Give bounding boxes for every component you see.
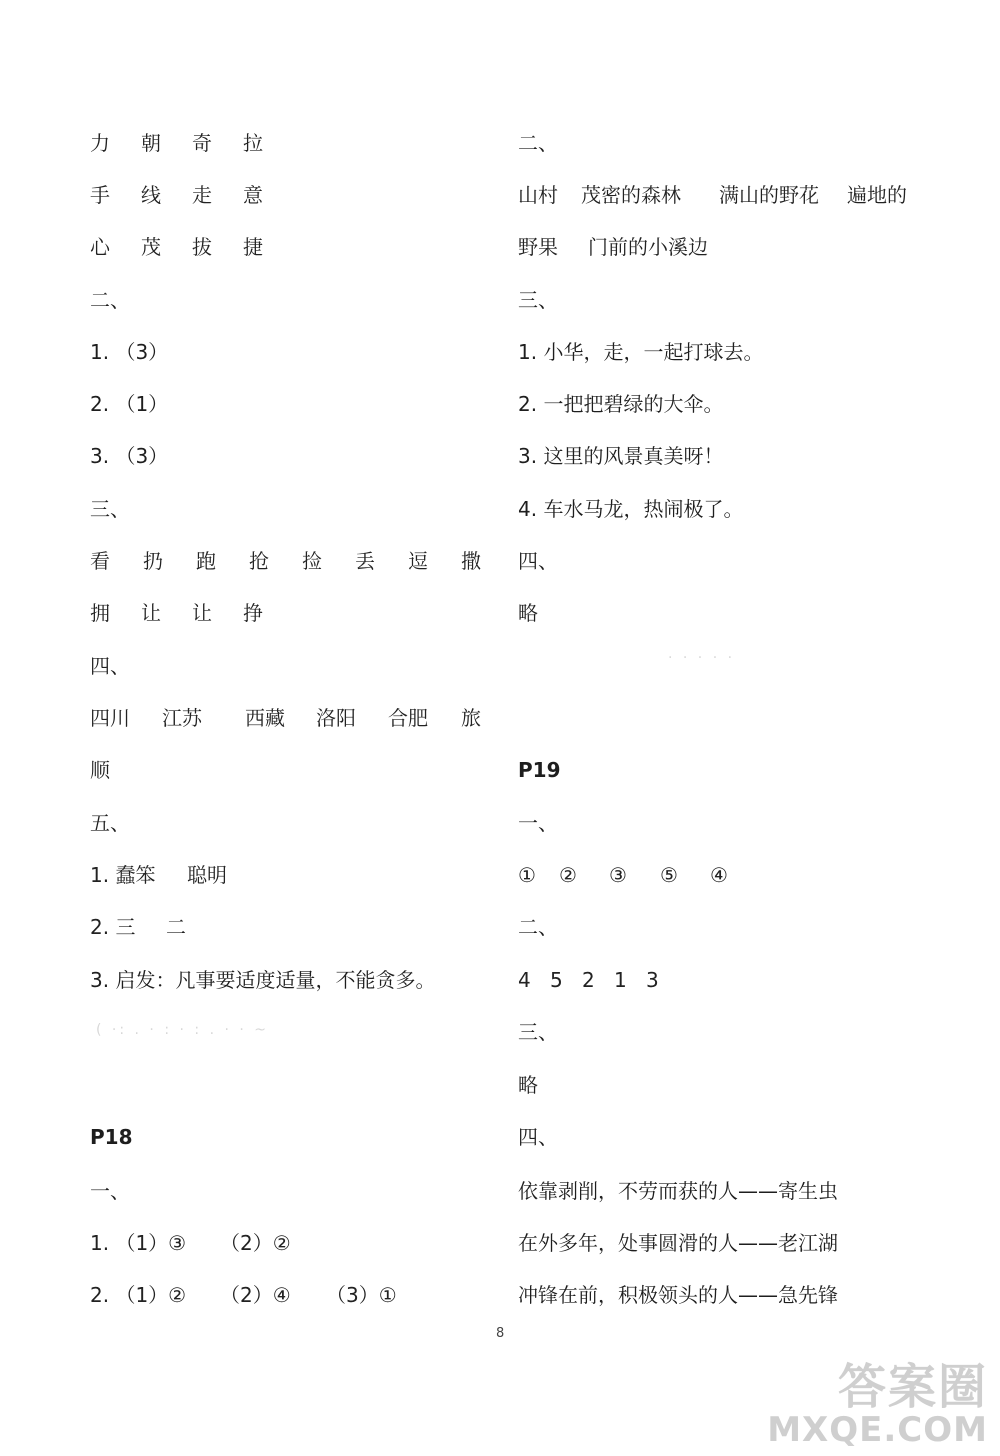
page-ref-heading: P18 xyxy=(90,1125,133,1149)
char: 逗 xyxy=(408,549,428,573)
section-heading: 二、 xyxy=(90,288,130,312)
section-heading: 三、 xyxy=(518,1020,558,1044)
answer-item: 冲锋在前，积极领头的人——急先锋 xyxy=(518,1283,838,1307)
answer-item: 1. （3） xyxy=(90,340,169,364)
section-heading: 三、 xyxy=(518,288,558,312)
continuation: 顺 xyxy=(90,758,110,782)
char: 扔 xyxy=(143,549,163,573)
char: 让 xyxy=(141,601,161,625)
word: （3）① xyxy=(326,1283,397,1307)
word: 西藏 xyxy=(245,706,285,730)
word: 洛阳 xyxy=(316,706,356,730)
word: 满山的野花 xyxy=(719,183,819,207)
char: 茂 xyxy=(141,235,161,259)
number: 3 xyxy=(646,968,659,992)
answer-item: 3. （3） xyxy=(90,444,169,468)
word: 旅 xyxy=(461,706,481,730)
char: 挣 xyxy=(243,601,263,625)
number: 4 xyxy=(518,968,531,992)
answer-item: 2. 一把把碧绿的大伞。 xyxy=(518,392,724,416)
char: 丢 xyxy=(355,549,375,573)
word: 茂密的森林 xyxy=(581,183,681,207)
number: 5 xyxy=(550,968,563,992)
word: （2）② xyxy=(220,1231,291,1255)
char: 手 xyxy=(90,183,110,207)
number: 2 xyxy=(582,968,595,992)
faint-smudge: ( ·: . · : · : . · · ~ xyxy=(96,1022,269,1038)
char: 捷 xyxy=(243,235,263,259)
section-heading: 二、 xyxy=(518,131,558,155)
section-heading: 四、 xyxy=(518,549,558,573)
page-number: 8 xyxy=(496,1326,505,1341)
faint-dots: · · · · · xyxy=(668,650,736,666)
char: 朝 xyxy=(141,131,161,155)
watermark-line1: 答案圈 xyxy=(837,1359,988,1415)
word: 野果 xyxy=(518,235,558,259)
section-heading: 一、 xyxy=(518,811,558,835)
word: 江苏 xyxy=(162,706,202,730)
section-heading: 四、 xyxy=(518,1125,558,1149)
word: 四川 xyxy=(90,706,130,730)
section-heading: 一、 xyxy=(90,1179,130,1203)
word: 聪明 xyxy=(187,863,227,887)
word: 山村 xyxy=(518,183,558,207)
word: 1. （1）③ xyxy=(90,1231,187,1255)
word: （2）④ xyxy=(220,1283,291,1307)
answer-item: 1. 小华，走，一起打球去。 xyxy=(518,340,764,364)
char: 奇 xyxy=(192,131,212,155)
section-heading: 三、 xyxy=(90,497,130,521)
char: 线 xyxy=(141,183,161,207)
word: 遍地的 xyxy=(847,183,907,207)
answer-text: 略 xyxy=(518,601,538,625)
char: 走 xyxy=(192,183,212,207)
answer-item: 3. 这里的风景真美呀！ xyxy=(518,444,724,468)
circled-number: ③ xyxy=(609,863,627,887)
char: 看 xyxy=(90,549,110,573)
word: 1. 蠢笨 xyxy=(90,863,156,887)
section-heading: 二、 xyxy=(518,915,558,939)
circled-number: ④ xyxy=(710,863,728,887)
circled-number: ⑤ xyxy=(660,863,678,887)
watermark-line2: MXQE.COM xyxy=(767,1410,988,1450)
char: 拥 xyxy=(90,601,110,625)
word: 门前的小溪边 xyxy=(588,235,708,259)
word: 2. 三 xyxy=(90,915,136,939)
number: 1 xyxy=(614,968,627,992)
char: 力 xyxy=(90,131,110,155)
char: 跑 xyxy=(196,549,216,573)
char: 让 xyxy=(192,601,212,625)
watermark-logo xyxy=(767,1359,988,1450)
answer-item: 依靠剥削，不劳而获的人——寄生虫 xyxy=(518,1179,838,1203)
char: 拉 xyxy=(243,131,263,155)
word: 2. （1）② xyxy=(90,1283,187,1307)
answer-item: 3. 启发：凡事要适度适量，不能贪多。 xyxy=(90,968,436,992)
char: 意 xyxy=(243,183,263,207)
word: 二 xyxy=(166,915,186,939)
circled-number: ① xyxy=(518,863,536,887)
char: 拔 xyxy=(192,235,212,259)
answer-item: 4. 车水马龙，热闹极了。 xyxy=(518,497,744,521)
char: 撒 xyxy=(461,549,481,573)
section-heading: 五、 xyxy=(90,811,130,835)
page-ref-heading: P19 xyxy=(518,758,561,782)
char: 捡 xyxy=(302,549,322,573)
word: 合肥 xyxy=(388,706,428,730)
char: 心 xyxy=(90,235,110,259)
char: 抢 xyxy=(249,549,269,573)
section-heading: 四、 xyxy=(90,654,130,678)
circled-number: ② xyxy=(559,863,577,887)
answer-item: 2. （1） xyxy=(90,392,169,416)
answer-item: 在外多年，处事圆滑的人——老江湖 xyxy=(518,1231,838,1255)
answer-text: 略 xyxy=(518,1073,538,1097)
